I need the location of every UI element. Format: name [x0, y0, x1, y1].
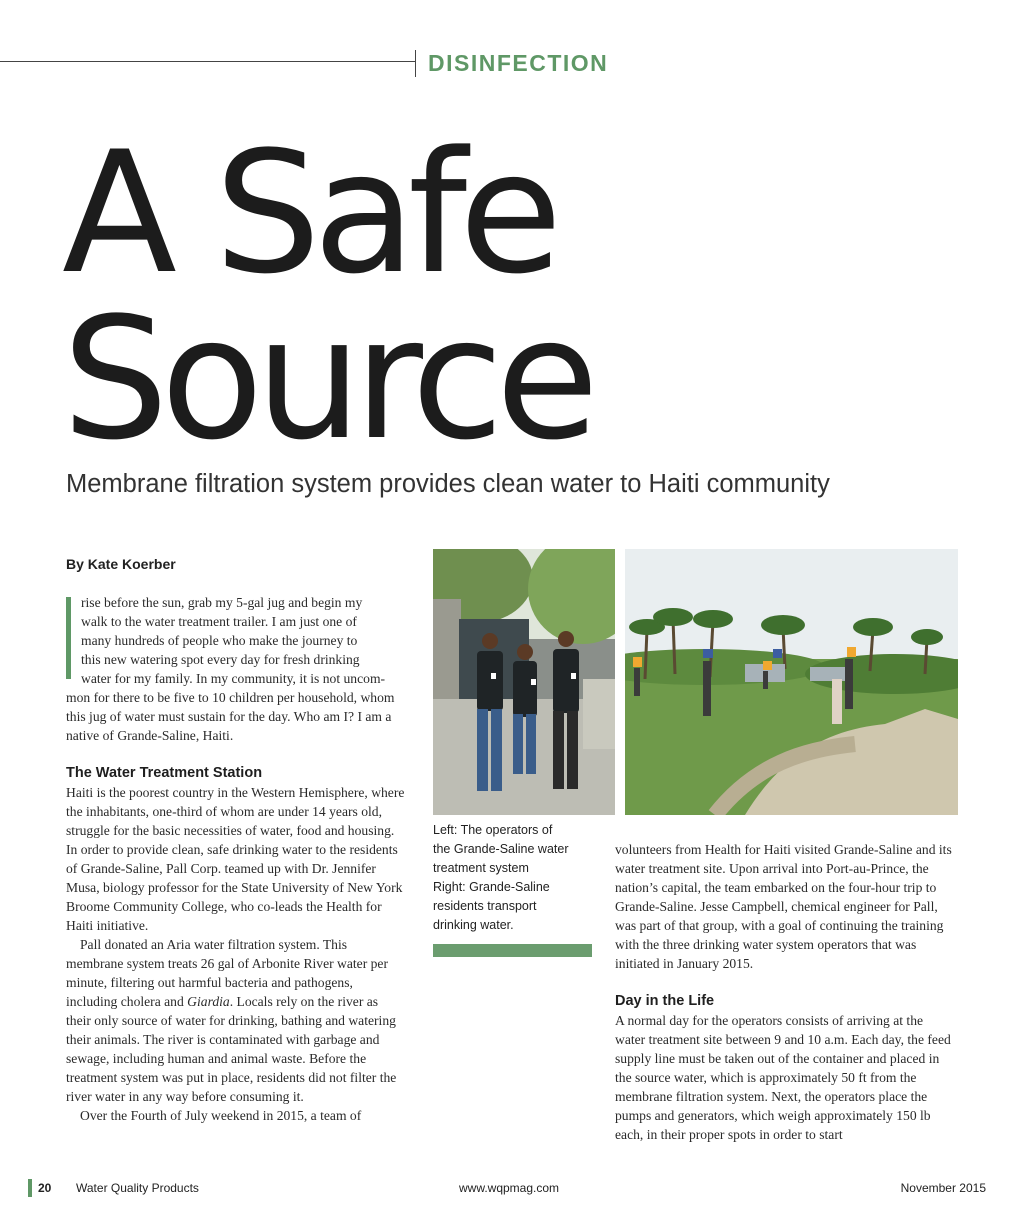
para-text: . Locals rely on the river as their only source of water for drinking, bathing and watering their animals. The river is contaminated with garbage and sewage, including human and animal waste. Before the treatment system was put in place, residents did not filter the river water in any way before consuming it. [66, 994, 397, 1104]
intro-line: walk to the water treatment trailer. I am just one of [81, 614, 357, 629]
page-number: 20 [38, 1181, 52, 1195]
header-rule [0, 61, 416, 62]
intro-block [66, 593, 406, 688]
section-heading-water-station: The Water Treatment Station [66, 765, 263, 781]
intro-line: rise before the sun, grab my 5-gal jug and begin my [81, 595, 363, 610]
intro-line: many hundreds of people who make the journey to [81, 633, 358, 648]
intro-paragraph-rest: mon for there to be five to 10 children per household, whom this jug of water must sustain for the day. Who am I? I am a native of Grande-Saline, Haiti. [66, 690, 395, 743]
caption-accent-bar [433, 944, 592, 957]
caption-line: treatment system [433, 861, 529, 875]
section-label: DISINFECTION [428, 50, 609, 76]
caption-line: residents transport [433, 899, 537, 913]
byline: By Kate Koerber [66, 556, 176, 572]
publication-name: Water Quality Products [76, 1181, 199, 1195]
body-paragraph: Haiti is the poorest country in the Western Hemisphere, where the inhabitants, one-third of whom are under 14 years old, struggle for the basic necessities of water, food and housing. In order to provide clean, safe drinking water to the residents of Grande-Saline, Pall Corp. teamed up with Dr. Jennifer Musa, biology professor for the State University of New York Broome Community College, who co-leads the Health for Haiti initiative. [66, 785, 405, 933]
body-paragraph: A normal day for the operators consists of arriving at the water treatment site between 9 and 10 a.m. Each day, the feed supply line must be taken out of the container and placed in the source water, which is approximately 50 ft from the membrane filtration system. Next, the operators place the pumps and generators, which weigh approximately 150 lb each, in their proper spots in order to start [615, 1013, 951, 1142]
issue-date: November 2015 [900, 1181, 986, 1195]
para-text: Pall donated an Aria water filtration system. This membrane system treats 26 gal of Arbonite River water per minute, filtering out harmful bacteria and pathogens, including cholera and [66, 937, 388, 1009]
operators-photo [433, 549, 615, 815]
header-rule-tick [415, 50, 416, 77]
para-italic: Giardia [187, 994, 230, 1009]
caption-line: drinking water. [433, 918, 514, 932]
intro-line: water for my family. In my community, it is not uncom- [81, 671, 386, 686]
residents-photo-image [625, 549, 958, 815]
body-paragraph: Over the Fourth of July weekend in 2015, a team of [80, 1108, 362, 1123]
residents-photo [625, 549, 958, 815]
title-line-1: A Safe [62, 115, 555, 311]
caption-line: Right: Grande-Saline [433, 880, 550, 894]
website-url[interactable]: www.wqpmag.com [459, 1181, 560, 1195]
column-3 [615, 840, 955, 1144]
operators-photo-image [433, 549, 615, 815]
caption-line: Left: The operators of [433, 823, 553, 837]
title-line-2: Source [62, 281, 592, 477]
intro-line: this new watering spot every day for fresh drinking [81, 652, 360, 667]
body-paragraph [66, 935, 406, 1106]
photo-caption [433, 821, 608, 935]
article-subtitle: Membrane filtration system provides clean water to Haiti community [66, 470, 830, 498]
body-paragraph: volunteers from Health for Haiti visited Grande-Saline and its water treatment site. Upon arrival into Port-au-Prince, the nation’s capital, the team embarked on the four-hour trip to Grande-Saline. Jesse Campbell, chemical engineer for Pall, was part of that group, with a goal of continuing the training with the three drinking water system operators that was initiated in January 2015. [615, 842, 952, 971]
footer-accent-bar [28, 1179, 32, 1197]
article-title [62, 115, 592, 477]
column-1 [66, 593, 406, 1125]
section-heading-day-in-life: Day in the Life [615, 993, 715, 1009]
caption-line: the Grande-Saline water [433, 842, 569, 856]
